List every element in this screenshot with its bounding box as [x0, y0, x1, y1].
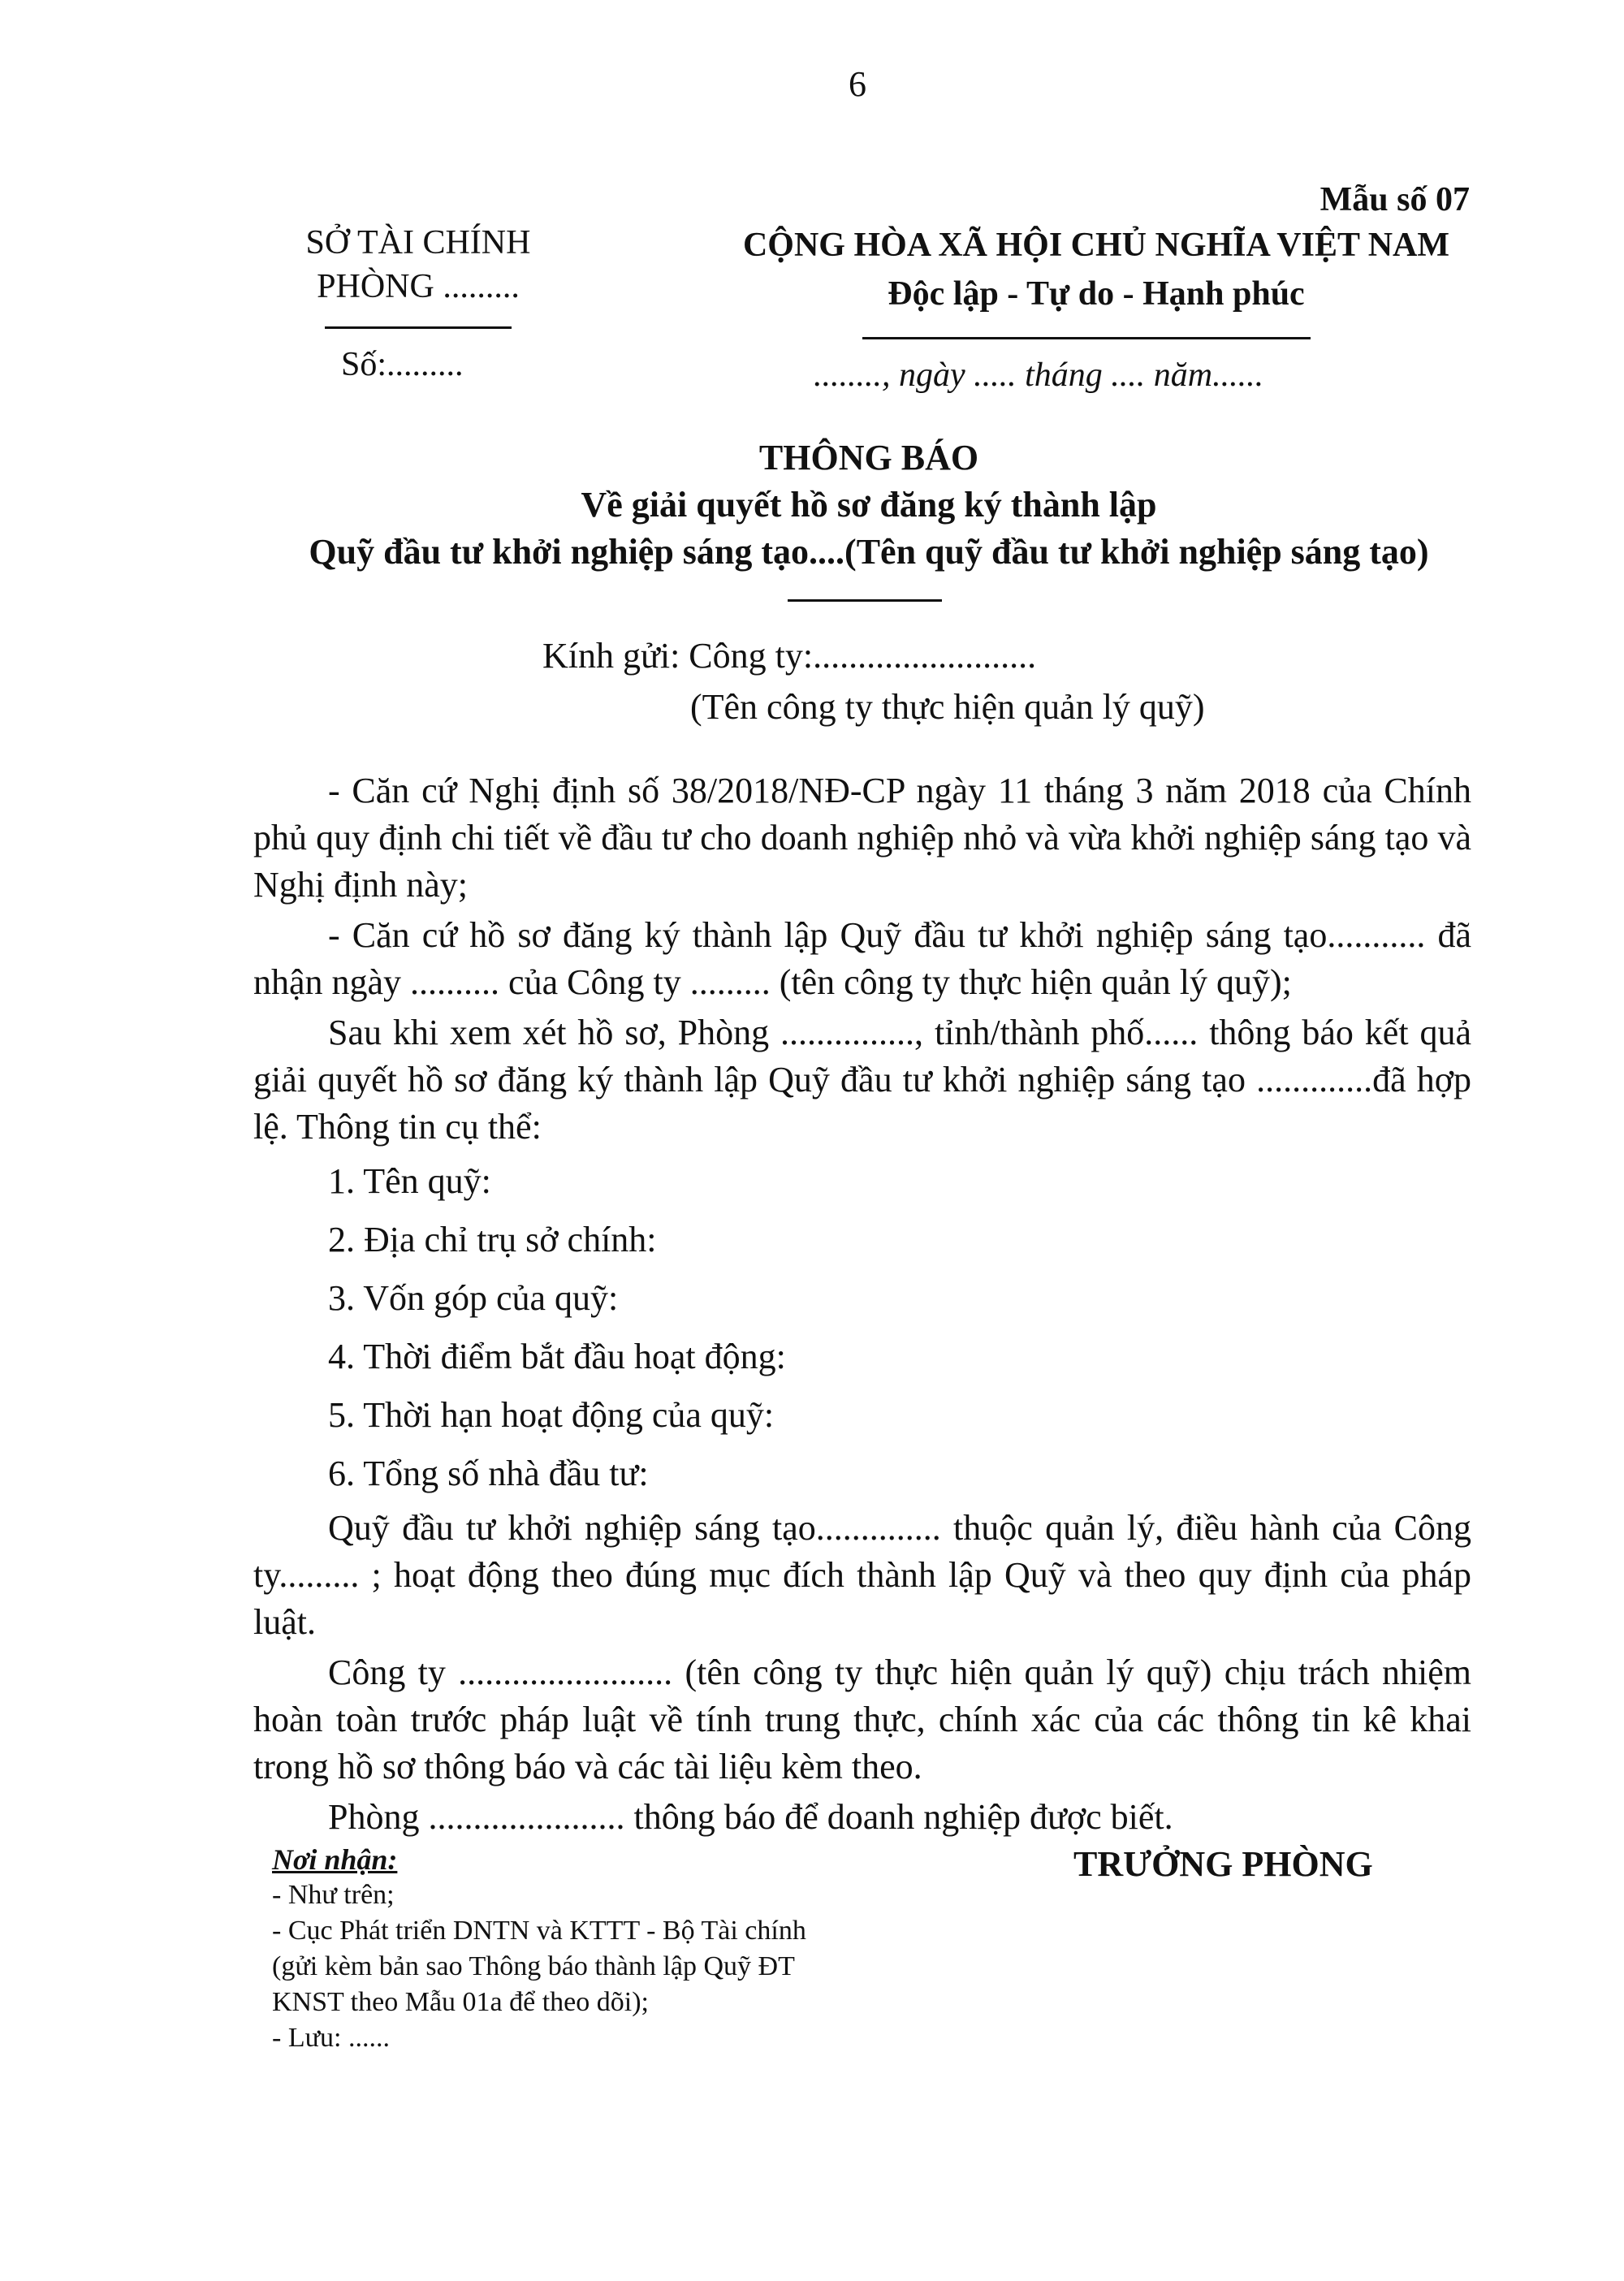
page-number: 6	[849, 64, 866, 104]
list-item: 4. Thời điểm bắt đầu hoạt động:	[328, 1337, 786, 1376]
title-sub-2: Quỹ đầu tư khởi nghiệp sáng tạo....(Tên quỹ đầu tư khởi nghiệp sáng tạo)	[309, 532, 1429, 572]
national-motto: Độc lập - Tự do - Hạnh phúc	[888, 275, 1305, 313]
document-number: Số:.........	[341, 346, 464, 383]
signature-title: TRƯỞNG PHÒNG	[1073, 1844, 1373, 1884]
date-line: ........, ngày ..... tháng .... năm......	[814, 356, 1264, 394]
recipients-block	[272, 1842, 987, 2056]
title-underline	[788, 599, 942, 602]
national-header	[715, 221, 1478, 318]
recipient-line: Kính gửi: Công ty:.........................	[542, 636, 1037, 676]
basis-decree: - Căn cứ Nghị định số 38/2018/NĐ-CP ngày 11 tháng 3 năm 2018 của Chính phủ quy định chi tiết về đầu tư cho doanh nghiệp nhỏ và vừa khởi nghiệp sáng tạo và Nghị định này;	[253, 771, 1471, 905]
document-title	[244, 434, 1494, 576]
recipient-item: - Cục Phát triển DNTN và KTTT - Bộ Tài chính	[272, 1916, 806, 1946]
list-item: 1. Tên quỹ:	[328, 1161, 491, 1201]
list-item: 6. Tổng số nhà đầu tư:	[328, 1454, 649, 1493]
agency-underline	[325, 326, 512, 329]
title-main: THÔNG BÁO	[758, 438, 979, 477]
list-item: 3. Vốn góp của quỹ:	[328, 1278, 619, 1318]
recipient-item: - Lưu: ......	[272, 2023, 390, 2053]
responsibility-paragraph: Công ty ........................ (tên công ty thực hiện quản lý quỹ) chịu trách nhiệm hoàn toàn trước pháp luật về tính trung thực, chính xác của các thông tin kê khai trong hồ sơ thông báo và các tài liệu kèm theo.	[253, 1652, 1471, 1786]
basis-dossier: - Căn cứ hồ sơ đăng ký thành lập Quỹ đầu tư khởi nghiệp sáng tạo........... đã nhận ngày .......... của Công ty ......... (tên công ty thực hiện quản lý quỹ);	[253, 915, 1471, 1002]
motto-underline	[862, 337, 1311, 339]
recipients-heading: Nơi nhận:	[272, 1843, 398, 1876]
management-paragraph: Quỹ đầu tư khởi nghiệp sáng tạo.............. thuộc quản lý, điều hành của Công ty......... ; hoạt động theo đúng mục đích thành lập Quỹ và theo quy định của pháp luật.	[253, 1508, 1471, 1642]
recipient-item: (gửi kèm bản sao Thông báo thành lập Quỹ ĐT	[272, 1951, 795, 1981]
recipient-item: KNST theo Mẫu 01a để theo dõi);	[272, 1987, 649, 2017]
recipient-item: - Như trên;	[272, 1880, 395, 1910]
office-name: PHÒNG .........	[317, 268, 520, 305]
review-result: Sau khi xem xét hồ sơ, Phòng ..............., tỉnh/thành phố...... thông báo kết quả giải quyết hồ sơ đăng ký thành lập Quỹ đầu tư khởi nghiệp sáng tạo .............đã hợp lệ. Thông tin cụ thể:	[253, 1013, 1471, 1147]
list-item: 2. Địa chỉ trụ sở chính:	[328, 1220, 657, 1259]
closing-paragraph: Phòng ...................... thông báo để doanh nghiệp được biết.	[328, 1797, 1173, 1837]
agency-header	[288, 221, 548, 309]
title-sub-1: Về giải quyết hồ sơ đăng ký thành lập	[581, 485, 1157, 525]
national-name: CỘNG HÒA XÃ HỘI CHỦ NGHĨA VIỆT NAM	[742, 227, 1450, 264]
document-body	[253, 767, 1471, 1841]
recipient-note: (Tên công ty thực hiện quản lý quỹ)	[690, 687, 1205, 727]
form-number: Mẫu số 07	[1320, 181, 1470, 218]
agency-name: SỞ TÀI CHÍNH	[305, 224, 531, 261]
list-item: 5. Thời hạn hoạt động của quỹ:	[328, 1395, 775, 1435]
